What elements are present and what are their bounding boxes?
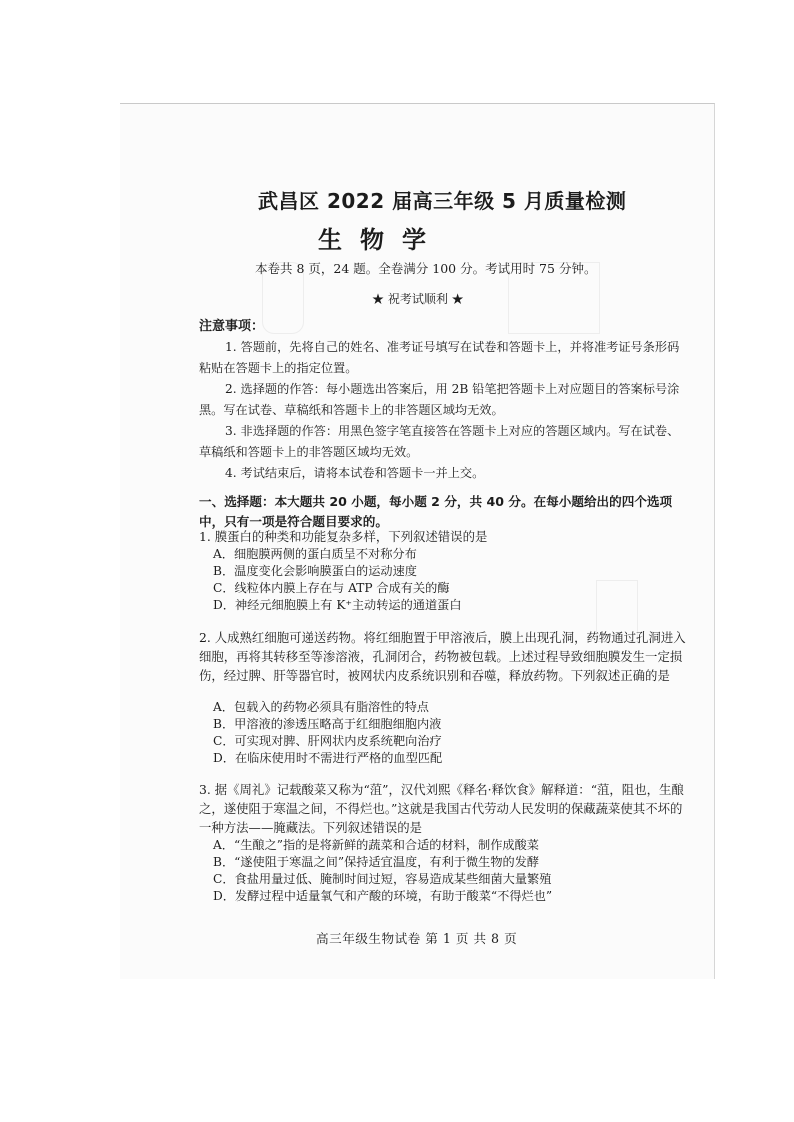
section-heading: 一、选择题：本大题共 20 小题，每小题 2 分，共 40 分。在每小题给出的四个选项中，只有一项是符合题目要求的。	[199, 494, 673, 529]
notice-item: 4. 考试结束后，请将本试卷和答题卡一并上交。	[225, 466, 485, 480]
question-2-option-d: D．在临床使用时不需进行严格的血型匹配	[213, 751, 443, 765]
question-1-option-c: C．线粒体内膜上存在与 ATP 合成有关的酶	[213, 581, 450, 595]
question-1-option-d: D．神经元细胞膜上有 K⁺主动转运的通道蛋白	[213, 598, 462, 612]
question-3-option-a: A．“生酿之”指的是将新鲜的蔬菜和合适的材料，制作成酸菜	[213, 838, 539, 852]
notice-heading: 注意事项：	[199, 319, 265, 334]
question-stem-1: 1. 膜蛋白的种类和功能复杂多样，下列叙述错误的是	[199, 529, 488, 544]
question-3-option-b: B．“遂使阻于寒温之间”保持适宜温度，有利于微生物的发酵	[213, 855, 540, 869]
question-2-option-a: A．包载入的药物必须具有脂溶性的特点	[213, 700, 429, 714]
question-stem-2: 2. 人成熟红细胞可递送药物。将红细胞置于甲溶液后，膜上出现孔洞，药物通过孔洞进入细胞，再将其转移至等渗溶液，孔洞闭合，药物被包载。上述过程导致细胞膜发生一定损伤，经过脾、肝等器官时，被网状内皮系统识别和吞噬，释放药物。下列叙述正确的是	[199, 630, 686, 683]
question-2-option-c: C．可实现对脾、肝网状内皮系统靶向治疗	[213, 734, 442, 748]
question-1-option-a: A．细胞膜两侧的蛋白质呈不对称分布	[213, 547, 417, 561]
notice-item: 1. 答题前，先将自己的姓名、准考证号填写在试卷和答题卡上，并将准考证号条形码粘贴在答题卡上的指定位置。	[199, 340, 680, 375]
subject-title: 生物学	[318, 226, 444, 254]
page-footer: 高三年级生物试卷 第 1 页 共 8 页	[316, 931, 518, 946]
question-3-option-c: C．食盐用量过低、腌制时间过短，容易造成某些细菌大量繁殖	[213, 872, 552, 886]
question-1-option-b: B．温度变化会影响膜蛋白的运动速度	[213, 564, 417, 578]
question-stem-3: 3. 据《周礼》记载酸菜又称为“菹”，汉代刘熙《释名·释饮食》解释道：“菹，阻也，生酿之，遂使阻于寒温之间，不得烂也。”这就是我国古代劳动人民发明的保藏蔬菜使其不坏的一种方法——腌藏法。下列叙述错误的是	[199, 782, 684, 835]
question-2-option-b: B．甲溶液的渗透压略高于红细胞细胞内液	[213, 717, 442, 731]
notice-item: 2. 选择题的作答：每小题选出答案后，用 2B 铅笔把答题卡上对应题目的答案标号涂黑。写在试卷、草稿纸和答题卡上的非答题区域均无效。	[199, 382, 680, 417]
notice-item: 3. 非选择题的作答：用黑色签字笔直接答在答题卡上对应的答题区域内。写在试卷、草稿纸和答题卡上的非答题区域均无效。	[199, 424, 680, 459]
question-3-option-d: D．发酵过程中适量氧气和产酸的环境，有助于酸菜“不得烂也”	[213, 889, 553, 903]
good-luck-line: ★ 祝考试顺利 ★	[372, 292, 464, 306]
exam-info: 本卷共 8 页，24 题。全卷满分 100 分。考试用时 75 分钟。	[255, 261, 597, 276]
exam-title: 武昌区 2022 届高三年级 5 月质量检测	[258, 189, 627, 213]
